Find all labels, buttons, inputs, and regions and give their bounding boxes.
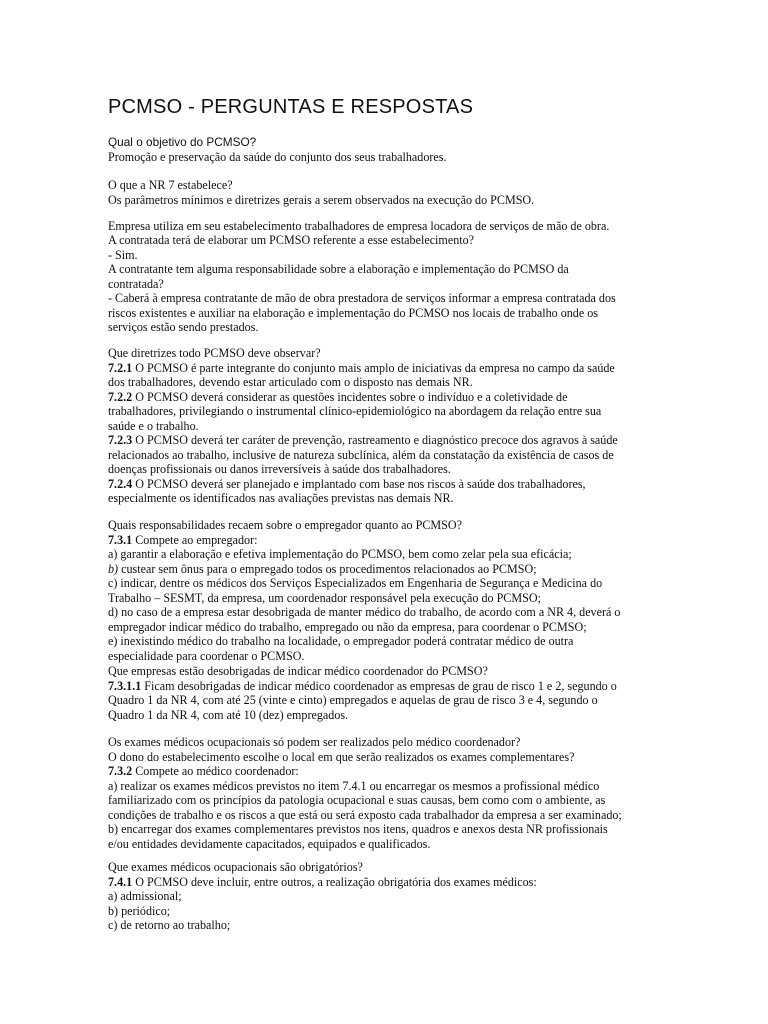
item-text: Compete ao médico coordenador: xyxy=(132,764,299,778)
item-7-4-1 xyxy=(108,875,668,890)
paragraph-line: trabalhadores, privilegiando o instrumental clínico-epidemiológico na abordagem da relação entre sua xyxy=(108,404,602,418)
paragraph-line: a) garantir a elaboração e efetiva implementação do PCMSO, bem como zelar pela sua eficácia; xyxy=(108,547,572,561)
paragraph-line: serviços estão sendo prestados. xyxy=(108,320,259,334)
paragraph-line: dos trabalhadores, devendo estar articulado com o disposto nas demais NR. xyxy=(108,375,473,389)
paragraph-line: especialidade para coordenar o PCMSO. xyxy=(108,648,305,663)
item-text: O PCMSO deverá considerar as questões incidentes sobre o indivíduo e a coletividade de xyxy=(132,389,568,404)
item-7-3-1 xyxy=(108,533,668,548)
paragraph-line: Empresa utiliza em seu estabelecimento trabalhadores de empresa locadora de serviços de mão de obra. xyxy=(108,218,610,233)
paragraph-line: Quadro 1 da NR 4, com até 25 (vinte e cinto) empregados e aquelas de grau de risco 3 e 4, segundo o xyxy=(108,693,598,707)
list-item: b) periódico; xyxy=(108,903,171,918)
paragraph-line: relacionados ao trabalho, inclusive de natureza subclínica, além da constatação da existência de casos de xyxy=(108,447,614,462)
item-number: 7.2.1 xyxy=(108,360,133,375)
item-letter: b) xyxy=(108,561,119,576)
item-number: 7.2.3 xyxy=(108,433,133,447)
paragraph-line: saúde e o trabalho. xyxy=(108,418,199,433)
question-objective: Qual o objetivo do PCMSO? xyxy=(108,135,257,149)
item-number: 7.4.1 xyxy=(108,874,133,889)
paragraph-line: doenças profissionais ou danos irreversíveis à saúde dos trabalhadores. xyxy=(108,462,451,476)
answer-nr7: Os parâmetros mínimos e diretrizes gerais a serem observados na execução do PCMSO. xyxy=(108,192,535,207)
answer-objective: Promoção e preservação da saúde do conjunto dos seus trabalhadores. xyxy=(108,149,447,164)
paragraph-line: contratada? xyxy=(108,276,164,291)
paragraph-line: Trabalho – SESMT, da empresa, um coordenador responsável pela execução do PCMSO; xyxy=(108,590,541,605)
item-number: 7.2.2 xyxy=(108,389,133,404)
paragraph-line: c) indicar, dentre os médicos dos Serviços Especializados em Engenharia de Segurança e Medicina do xyxy=(108,576,603,590)
list-item: a) admissional; xyxy=(108,889,182,903)
item-number: 7.3.2 xyxy=(108,764,133,778)
item-text: Compete ao empregador: xyxy=(132,532,258,547)
item-text: Ficam desobrigadas de indicar médico coordenador as empresas de grau de risco 1 e 2, segundo o xyxy=(141,678,617,693)
item-7-2-1 xyxy=(108,361,668,376)
item-text: custear sem ônus para o empregado todos os procedimentos relacionados ao PCMSO; xyxy=(118,561,537,576)
paragraph-line: e/ou entidades devidamente capacitados, equipados e qualificados. xyxy=(108,836,431,851)
item-number: 7.2.4 xyxy=(108,476,133,491)
paragraph-line: condições de trabalho e os riscos a que está ou será exposto cada trabalhador da empresa a ser examinado; xyxy=(108,807,622,822)
question-desobrigadas: Que empresas estão desobrigadas de indicar médico coordenador do PCMSO? xyxy=(108,664,488,678)
item-text: O PCMSO deverá ser planejado e implantado com base nos riscos à saúde dos trabalhadores, xyxy=(132,476,586,491)
item-7-2-2 xyxy=(108,390,668,405)
item-7-3-2 xyxy=(108,764,668,779)
paragraph-line: A contratada terá de elaborar um PCMSO referente a esse estabelecimento? xyxy=(108,233,475,247)
paragraph-line: d) no caso de a empresa estar desobrigada de manter médico do trabalho, de acordo com a NR 4, deverá o xyxy=(108,605,621,619)
paragraph-line: familiarizado com os princípios da patologia ocupacional e suas causas, bem como com o ambiente, as xyxy=(108,793,606,807)
item-7-2-3 xyxy=(108,433,668,448)
page-title: PCMSO - PERGUNTAS E RESPOSTAS xyxy=(108,96,474,118)
paragraph-line: especialmente os identificados nas avaliações previstas nas demais NR. xyxy=(108,491,454,505)
question-diretrizes: Que diretrizes todo PCMSO deve observar? xyxy=(108,346,321,360)
item-text: O PCMSO é parte integrante do conjunto mais amplo de iniciativas da empresa no campo da saúde xyxy=(132,360,615,375)
question-local-exames: O dono do estabelecimento escolhe o local em que serão realizados os exames complementares? xyxy=(108,749,575,764)
paragraph-line: - Caberá à empresa contratante de mão de obra prestadora de serviços informar a empresa contratada dos xyxy=(108,291,616,305)
paragraph-line: empregador indicar médico do trabalho, empregado ou não da empresa, para coordenar o PCMSO; xyxy=(108,619,587,634)
paragraph-line: a) realizar os exames médicos previstos no item 7.4.1 ou encarregar os mesmos a profissional médico xyxy=(108,778,600,793)
question-nr7: O que a NR 7 estabelece? xyxy=(108,178,233,192)
question-exames-coordenador: Os exames médicos ocupacionais só podem ser realizados pelo médico coordenador? xyxy=(108,735,521,749)
question-exames-obrigatorios: Que exames médicos ocupacionais são obrigatórios? xyxy=(108,860,363,874)
item-text: O PCMSO deverá ter caráter de prevenção, rastreamento e diagnóstico precoce dos agravos à saúde xyxy=(132,433,618,447)
paragraph-line: b) encarregar dos exames complementares previstos nos itens, quadros e anexos desta NR profissionais xyxy=(108,822,608,836)
list-item: c) de retorno ao trabalho; xyxy=(108,918,231,932)
item-7-2-4 xyxy=(108,477,668,492)
item-7-3-1-1 xyxy=(108,679,668,694)
paragraph-line xyxy=(108,562,668,577)
paragraph-line: Quadro 1 da NR 4, com até 10 (dez) empregados. xyxy=(108,707,349,722)
question-responsabilidades: Quais responsabilidades recaem sobre o empregador quanto ao PCMSO? xyxy=(108,518,462,532)
item-number: 7.3.1 xyxy=(108,532,133,547)
paragraph-line: e) inexistindo médico do trabalho na localidade, o empregador poderá contratar médico de outra xyxy=(108,634,574,648)
item-text: O PCMSO deve incluir, entre outros, a realização obrigatória dos exames médicos: xyxy=(132,874,537,889)
paragraph-line: riscos existentes e auxiliar na elaboração e implementação do PCMSO nos locais de trabalho onde os xyxy=(108,305,598,320)
paragraph-line: A contratante tem alguma responsabilidade sobre a elaboração e implementação do PCMSO da xyxy=(108,262,569,276)
paragraph-line: - Sim. xyxy=(108,247,138,262)
item-number: 7.3.1.1 xyxy=(108,678,142,693)
